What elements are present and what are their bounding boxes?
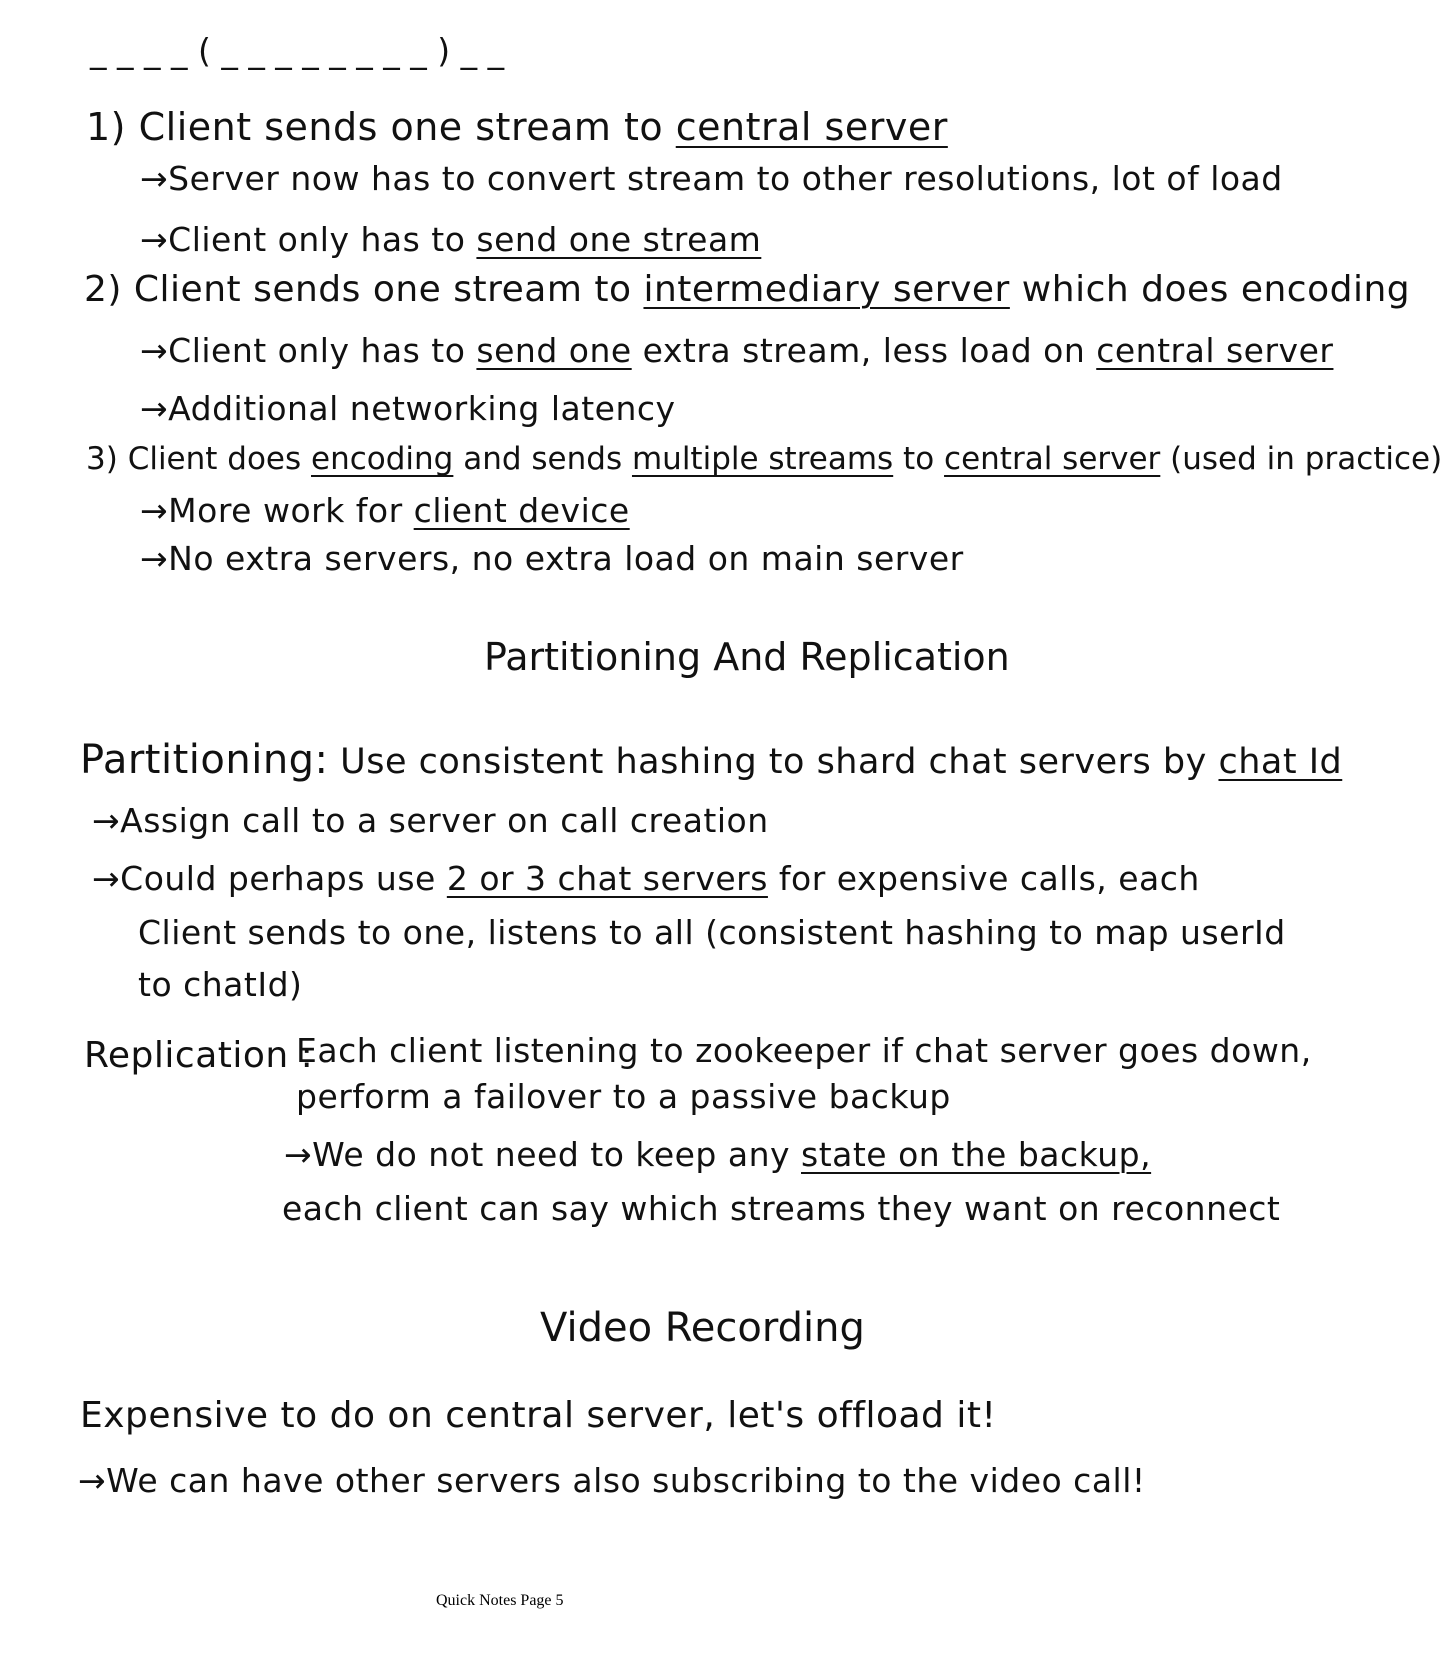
cut-off-text-bottom: →We can have other servers also subscribing to the video call! xyxy=(78,1461,1146,1500)
partitioning-line-4: Client sends to one, listens to all (consistent hashing to map userId xyxy=(138,913,1286,952)
arrow-icon: → xyxy=(140,539,169,578)
partitioning-line-5: to chatId) xyxy=(138,965,303,1004)
arrow-icon: → xyxy=(92,801,121,840)
note-line-3: 3) Client does encoding and sends multiple streams to central server (used in practice) xyxy=(86,441,1442,477)
note-line-2a: →Client only has to send one extra stream, less load on central server xyxy=(140,331,1334,370)
section-heading-video-recording: Video Recording xyxy=(540,1305,865,1351)
partitioning-line-2: →Assign call to a server on call creation xyxy=(92,801,769,840)
partitioning-line-1: Partitioning: Use consistent hashing to shard chat servers by chat Id xyxy=(80,737,1343,783)
replication-line-4: each client can say which streams they want on reconnect xyxy=(282,1189,1281,1228)
note-line-3a: →More work for client device xyxy=(140,491,630,530)
video-line-1: Expensive to do on central server, let's offload it! xyxy=(80,1395,997,1436)
arrow-icon: → xyxy=(140,159,169,198)
replication-line-1: Each client listening to zookeeper if chat server goes down, xyxy=(296,1031,1312,1070)
replication-label: Replication : xyxy=(84,1035,314,1076)
note-line-2b: →Additional networking latency xyxy=(140,389,676,428)
replication-line-3: →We do not need to keep any state on the backup, xyxy=(284,1135,1152,1174)
note-line-2: 2) Client sends one stream to intermediary server which does encoding xyxy=(84,269,1411,310)
partitioning-line-3: →Could perhaps use 2 or 3 chat servers for expensive calls, each xyxy=(92,859,1200,898)
arrow-icon: → xyxy=(92,859,121,898)
note-line-3b: →No extra servers, no extra load on main server xyxy=(140,539,964,578)
arrow-icon: → xyxy=(140,491,169,530)
cut-off-text-top: _ _ _ _ ( _ _ _ _ _ _ _ _ ) _ _ xyxy=(90,31,505,70)
arrow-icon: → xyxy=(78,1461,107,1500)
arrow-icon: → xyxy=(140,220,169,259)
page-footer: Quick Notes Page 5 xyxy=(436,1592,564,1609)
note-line-1a: →Server now has to convert stream to other resolutions, lot of load xyxy=(140,159,1283,198)
section-heading-partitioning: Partitioning And Replication xyxy=(484,635,1010,679)
replication-line-2: perform a failover to a passive backup xyxy=(296,1077,951,1116)
arrow-icon: → xyxy=(140,331,169,370)
note-line-1: 1) Client sends one stream to central server xyxy=(86,105,948,149)
arrow-icon: → xyxy=(140,389,169,428)
arrow-icon: → xyxy=(284,1135,313,1174)
note-line-1b: →Client only has to send one stream xyxy=(140,220,762,259)
